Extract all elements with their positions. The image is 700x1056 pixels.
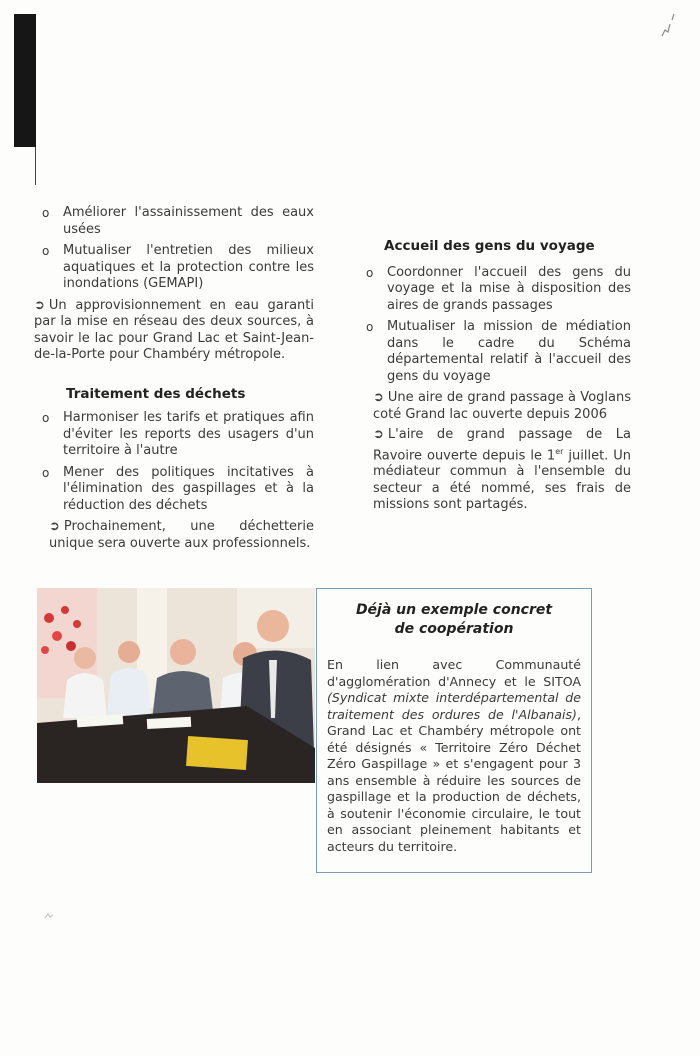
ravoire-paragraph <box>358 427 631 514</box>
box-body-start: En lien avec Communauté d'agglomération d'Annecy et le SITOA <box>327 657 581 689</box>
list-item-text: Mutualiser la mission de médiation dans le cadre du Schéma départemental relatif à l'accueil des gens du voyage <box>387 319 631 384</box>
list-item-text: Mener des politiques incitatives à l'élimination des gaspillages et à la réduction des déchets <box>63 464 314 513</box>
list-item <box>34 243 314 293</box>
bullet-marker: o <box>366 320 374 334</box>
side-black-bar <box>14 14 36 147</box>
arrow-icon: ➲ <box>373 427 384 442</box>
signing-photo <box>37 588 315 783</box>
list-item <box>34 410 314 460</box>
arrow-icon: ➲ <box>49 519 60 534</box>
box-title-line-2: de coopération <box>394 621 514 637</box>
waste-paragraph <box>34 519 314 552</box>
ravoire-text-end: juillet. Un médiateur commun à l'ensemble du secteur a été nommé, ses frais de missions sont partagés. <box>373 447 632 513</box>
list-item <box>358 265 631 315</box>
list-item <box>34 465 314 515</box>
arrow-icon: ➲ <box>34 297 45 313</box>
water-paragraph <box>34 298 314 364</box>
waste-text: Prochainement, une déchetterie unique sera ouverte aux professionnels. <box>49 519 314 551</box>
bullet-marker: o <box>42 411 50 425</box>
list-item-text: Coordonner l'accueil des gens du voyage et la mise à disposition des aires de grands passages <box>387 264 631 313</box>
bullet-marker: o <box>366 265 374 280</box>
ravoire-sup: er <box>555 446 564 456</box>
waste-section-title: Traitement des déchets <box>66 385 246 402</box>
list-item <box>34 205 314 238</box>
side-rule <box>35 147 36 185</box>
ravoire-text: L'aire de grand passage de La Ravoire ouverte depuis le 1 <box>373 427 631 463</box>
list-item-text: Améliorer l'assainissement des eaux usées <box>63 205 314 237</box>
photo-illustration <box>37 588 315 783</box>
travellers-section-title: Accueil des gens du voyage <box>384 238 595 254</box>
box-body-end: , Grand Lac et Chambéry métropole ont été désignés « Territoire Zéro Déchet Zéro Gaspillage » et s'engagent pour 3 ans ensemble à réduire les sources de gaspillage et la production de déchets, à soutenir l'économie circulaire, le tout en associant pleinement habitants et acteurs du territoire. <box>327 706 581 854</box>
water-text: Un approvisionnement en eau garanti par la mise en réseau des deux sources, à savoir le lac pour Grand Lac et Saint-Jean-de-la-Porte pour Chambéry métropole. <box>34 297 314 362</box>
bullet-marker: o <box>42 244 50 258</box>
bullet-marker: o <box>42 465 50 480</box>
left-column <box>34 205 314 556</box>
pen-mark <box>658 10 678 40</box>
box-title-line-1: Déjà un exemple concret <box>355 602 553 618</box>
arrow-icon: ➲ <box>373 390 384 405</box>
scan-speck <box>44 912 54 920</box>
cooperation-box <box>316 588 592 873</box>
right-column <box>358 238 631 518</box>
list-item-text: Harmoniser les tarifs et pratiques afin d'éviter les reports des usagers d'un territoire à l'autre <box>63 410 314 458</box>
box-title <box>317 601 591 639</box>
voglans-paragraph <box>358 390 631 423</box>
box-body-italic: (Syndicat mixte interdépartemental de traitement des ordures de l'Albanais) <box>327 690 581 722</box>
list-item <box>358 319 631 385</box>
box-body <box>317 657 591 855</box>
voglans-text: Une aire de grand passage à Voglans coté Grand lac ouverte depuis 2006 <box>373 390 631 422</box>
list-item-text: Mutualiser l'entretien des milieux aquatiques et la protection contre les inondations (GEMAPI) <box>63 243 314 291</box>
bullet-marker: o <box>42 206 50 220</box>
